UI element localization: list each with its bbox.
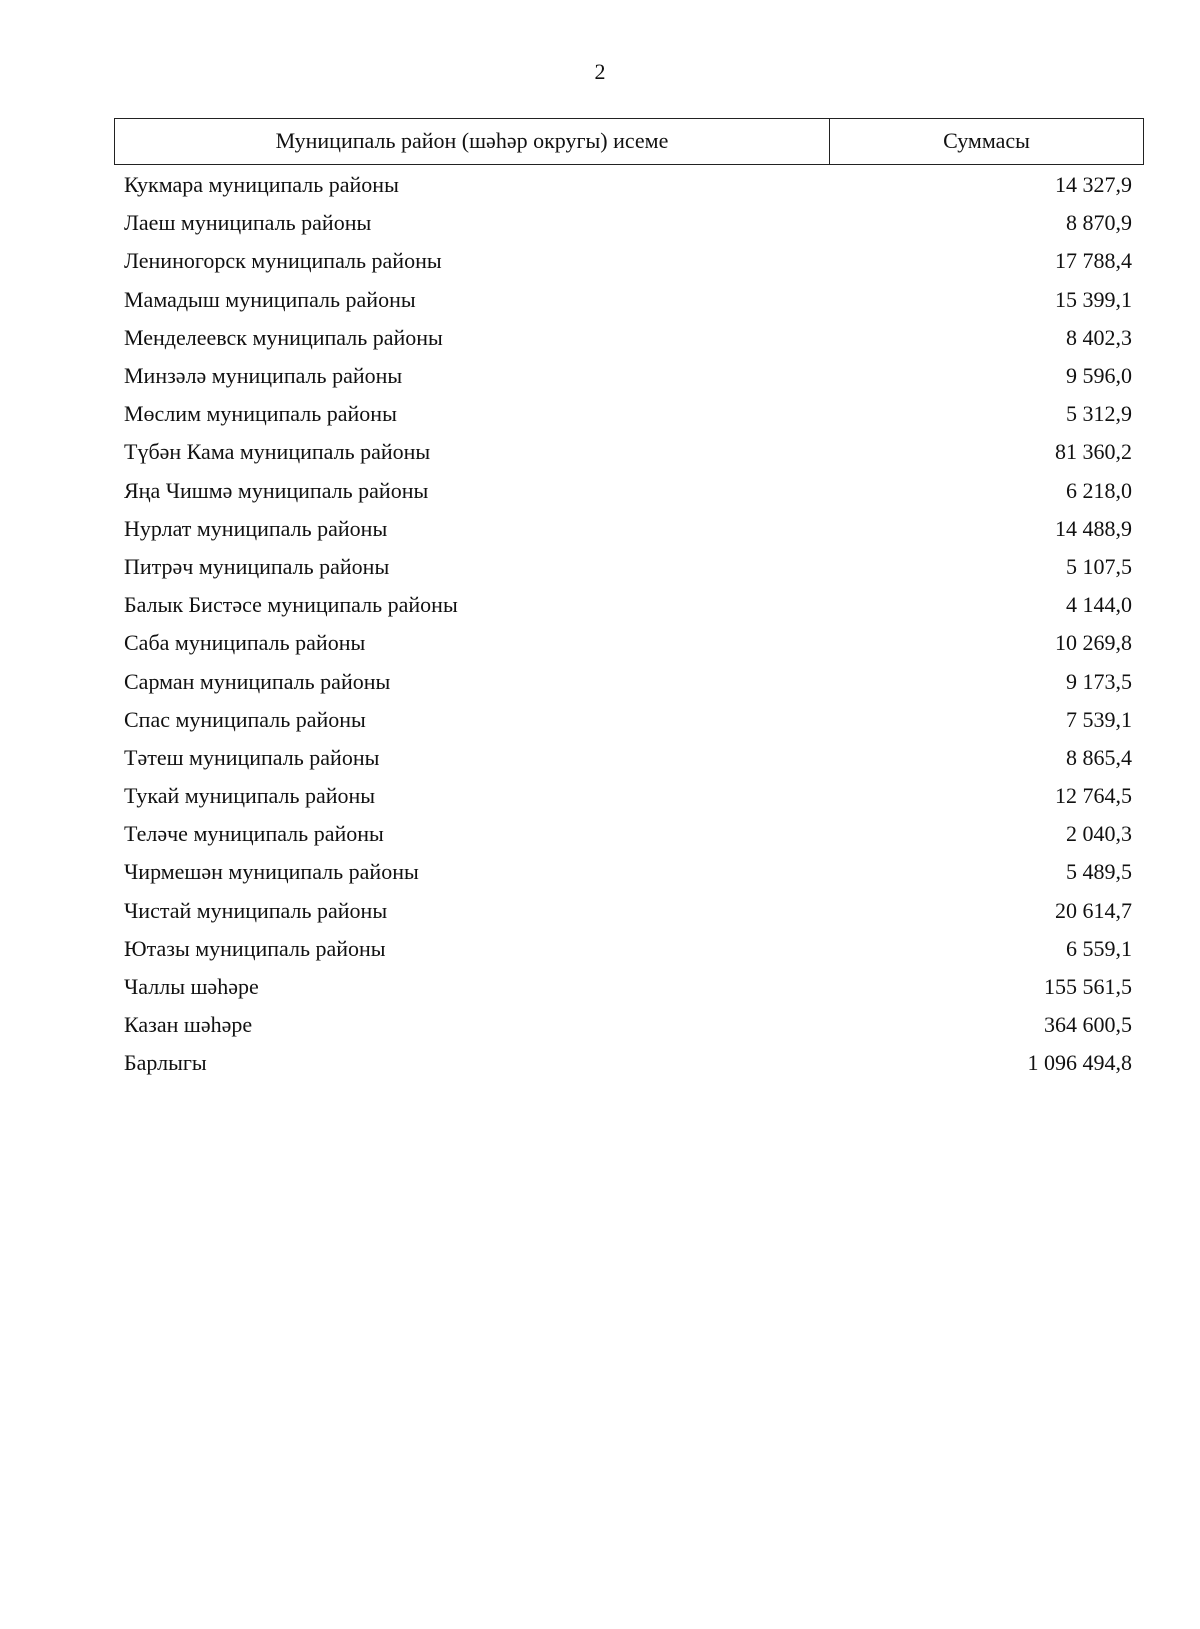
row-value: 7 539,1: [1066, 706, 1132, 732]
table-row: [124, 853, 1132, 891]
row-value: 6 218,0: [1066, 477, 1132, 503]
table-row: [124, 1006, 1132, 1044]
table-row: [124, 204, 1132, 242]
column-header-sum: Суммасы: [943, 128, 1030, 153]
table-row: [124, 701, 1132, 739]
table-header: [114, 118, 1144, 165]
table-row: [124, 930, 1132, 968]
page-number: 2: [594, 59, 606, 84]
row-value: 6 559,1: [1066, 935, 1132, 961]
table-row-total: [124, 1044, 1132, 1082]
table-body: [124, 166, 1132, 1083]
row-name: Чирмешән муниципаль районы: [124, 859, 419, 885]
row-value: 15 399,1: [1055, 286, 1132, 312]
row-name: Тәтеш муниципаль районы: [124, 744, 380, 770]
row-name: Мамадыш муниципаль районы: [124, 286, 416, 312]
row-name: Балык Бистәсе муниципаль районы: [124, 592, 458, 618]
table-row: [124, 472, 1132, 510]
row-value: 14 327,9: [1055, 172, 1132, 198]
row-value: 9 173,5: [1066, 668, 1132, 694]
row-name: Ютазы муниципаль районы: [124, 935, 386, 961]
row-value: 4 144,0: [1066, 592, 1132, 618]
table-row: [124, 242, 1132, 280]
row-value: 8 870,9: [1066, 210, 1132, 236]
row-name: Түбән Кама муниципаль районы: [124, 439, 431, 465]
row-name: Чистай муниципаль районы: [124, 897, 388, 923]
row-name: Минзәлә муниципаль районы: [124, 363, 403, 389]
row-value: 14 488,9: [1055, 515, 1132, 541]
row-name: Чаллы шәһәре: [124, 974, 259, 1000]
table-row: [124, 166, 1132, 204]
row-name: Яңа Чишмә муниципаль районы: [124, 477, 429, 503]
row-value: 8 402,3: [1066, 324, 1132, 350]
table-row: [124, 815, 1132, 853]
row-name: Питрәч муниципаль районы: [124, 553, 390, 579]
table-row: [124, 892, 1132, 930]
table-row: [124, 281, 1132, 319]
row-value: 2 040,3: [1066, 821, 1132, 847]
row-value: 17 788,4: [1055, 248, 1132, 274]
row-name: Барлыгы: [124, 1050, 207, 1076]
row-name: Теләче муниципаль районы: [124, 821, 384, 847]
row-name: Менделеевск муниципаль районы: [124, 324, 443, 350]
table-row: [124, 586, 1132, 624]
row-value: 81 360,2: [1055, 439, 1132, 465]
row-name: Сарман муниципаль районы: [124, 668, 391, 694]
table-row: [124, 968, 1132, 1006]
row-name: Лаеш муниципаль районы: [124, 210, 372, 236]
row-value: 5 312,9: [1066, 401, 1132, 427]
table-row: [124, 357, 1132, 395]
table-row: [124, 739, 1132, 777]
table-row: [124, 433, 1132, 471]
table-row: [124, 777, 1132, 815]
table-row: [124, 510, 1132, 548]
row-name: Лениногорск муниципаль районы: [124, 248, 442, 274]
row-name: Саба муниципаль районы: [124, 630, 366, 656]
table-row: [124, 395, 1132, 433]
row-name: Тукай муниципаль районы: [124, 783, 376, 809]
table-row: [124, 662, 1132, 700]
row-name: Кукмара муниципаль районы: [124, 172, 399, 198]
row-name: Нурлат муниципаль районы: [124, 515, 388, 541]
row-value: 8 865,4: [1066, 744, 1132, 770]
row-name: Спас муниципаль районы: [124, 706, 366, 732]
row-value: 155 561,5: [1044, 974, 1132, 1000]
row-value: 364 600,5: [1044, 1012, 1132, 1038]
row-value: 9 596,0: [1066, 363, 1132, 389]
row-value: 10 269,8: [1055, 630, 1132, 656]
row-value: 5 489,5: [1066, 859, 1132, 885]
table-row: [124, 624, 1132, 662]
row-value: 1 096 494,8: [1027, 1050, 1132, 1076]
row-name: Казан шәһәре: [124, 1012, 253, 1038]
column-header-name: Муниципаль район (шәһәр округы) исеме: [115, 119, 830, 164]
row-value: 20 614,7: [1055, 897, 1132, 923]
row-name: Мөслим муниципаль районы: [124, 401, 397, 427]
table-row: [124, 319, 1132, 357]
row-value: 5 107,5: [1066, 553, 1132, 579]
table-row: [124, 548, 1132, 586]
row-value: 12 764,5: [1055, 783, 1132, 809]
